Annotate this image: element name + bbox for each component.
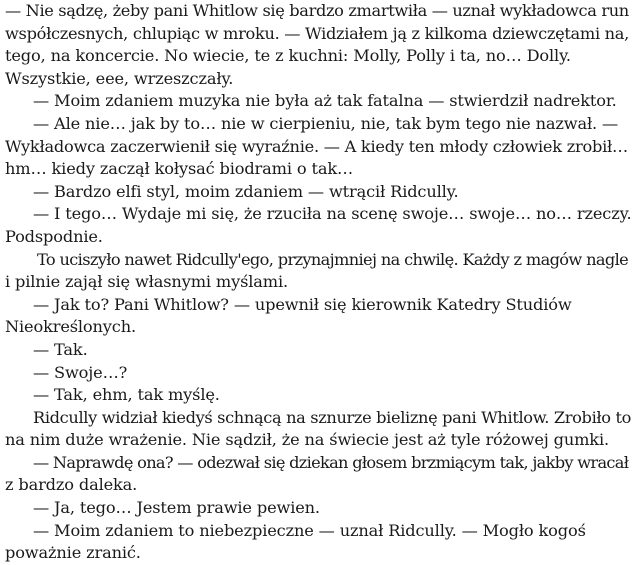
text-line: To uciszyło nawet Ridcully'ego, przynajmniej na chwilę. Każdy z magów nagle (37, 249, 629, 269)
text-line: hm… kiedy zaczął kołysać biodrami o tak… (5, 159, 354, 179)
text-line: Wykładowca zaczerwienił się wyraźnie. — A kiedy ten młody człowiek zrobił… (5, 136, 628, 156)
text-line: — Moim zdaniem to niebezpieczne — uznał Ridcully. — Mogło kogoś (33, 520, 586, 540)
text-line: na nim duże wrażenie. Nie sądził, że na świecie jest aż tyle różowej gumki. (5, 430, 609, 450)
text-line: — Tak. (33, 339, 88, 359)
text-line: — Swoje…? (33, 362, 128, 382)
text-line: poważnie zranić. (5, 543, 141, 563)
text-line: — Moim zdaniem muzyka nie była aż tak fatalna — stwierdził nadrektor. (33, 91, 617, 111)
text-line: Podspodnie. (5, 226, 103, 246)
text-line: — Tak, ehm, tak myślę. (33, 385, 220, 405)
text-line: tego, na koncercie. No wiecie, te z kuchni: Molly, Polly i ta, no… Dolly. (5, 46, 571, 66)
text-line: — Jak to? Pani Whitlow? — upewnił się kierownik Katedry Studiów (33, 294, 572, 314)
text-line: Ridcully widział kiedyś schnącą na sznurze bieliznę pani Whitlow. Zrobiło to (33, 407, 632, 427)
text-line: i pilnie zajął się własnymi myślami. (5, 272, 289, 292)
text-line: — Ja, tego… Jestem prawie pewien. (33, 498, 320, 518)
text-line: Wszystkie, eee, wrzeszczały. (5, 68, 234, 88)
book-page-text (5, 0, 631, 565)
text-line: Nieokreślonych. (5, 317, 136, 337)
text-line: — Ale nie… jak by to… nie w cierpieniu, nie, tak bym tego nie nazwał. — (33, 113, 619, 133)
text-line: — Naprawdę ona? — odezwał się dziekan głosem brzmiącym tak, jakby wracał (33, 452, 629, 472)
text-line: z bardzo daleka. (5, 475, 138, 495)
text-line: współczesnych, chlupiąc w mroku. — Widziałem ją z kilkoma dziewczętami na, (5, 23, 629, 43)
text-line: — I tego… Wydaje mi się, że rzuciła na scenę swoje… swoje… no… rzeczy. (33, 204, 632, 224)
text-line: — Nie sądzę, żeby pani Whitlow się bardzo zmartwiła — uznał wykładowca run (5, 1, 629, 20)
text-line: — Bardzo elfi styl, moim zdaniem — wtrącił Ridcully. (33, 181, 459, 201)
